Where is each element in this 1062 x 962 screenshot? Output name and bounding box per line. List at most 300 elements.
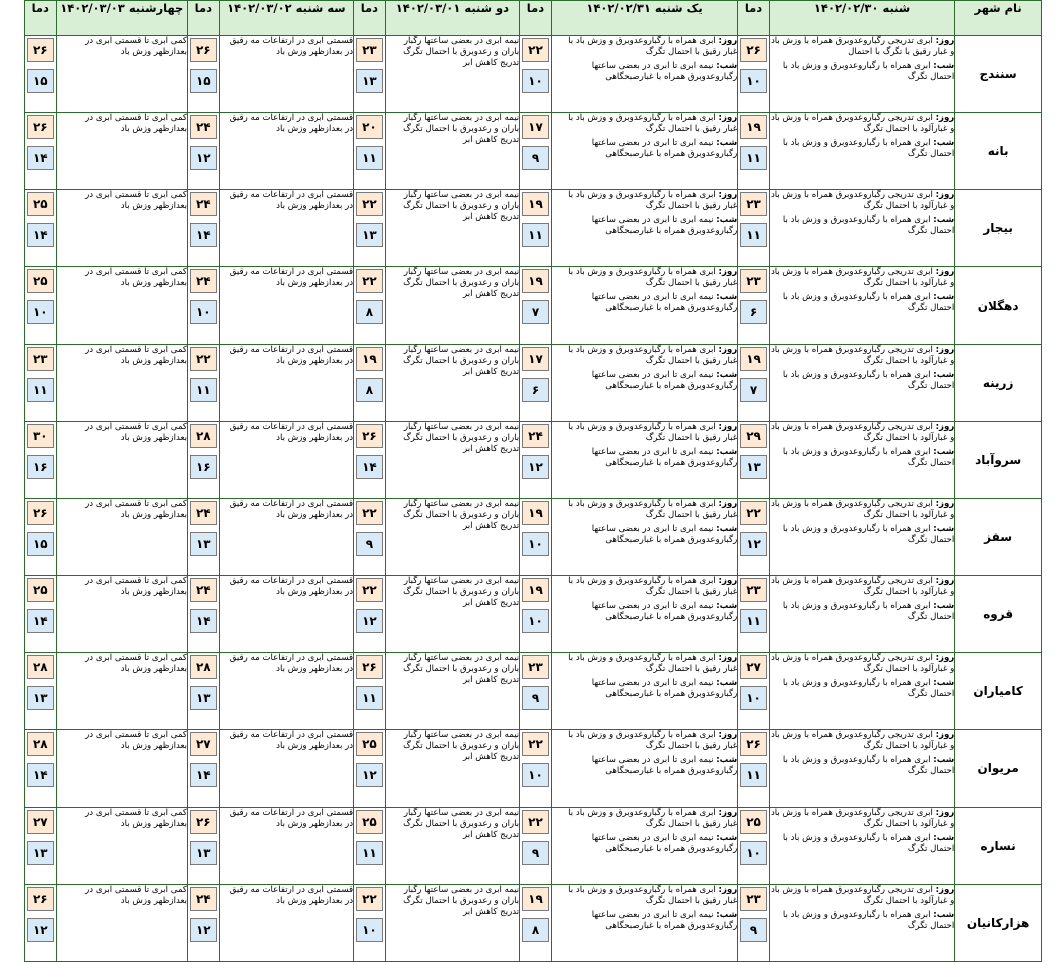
day-text: ابری تدریجی رگباروعدوبرق همراه با وزش باد و غبارآلود با احتمال تگرگ — [770, 653, 955, 675]
night-text: نیمه ابری تا ابری در بعضی ساعتها رگباروعدوبرق همراه با غبارصبحگاهی — [591, 832, 738, 854]
forecast-description — [551, 267, 737, 344]
night-forecast — [770, 833, 954, 855]
max-temp: ۲۲ — [356, 887, 383, 911]
forecast-description — [551, 653, 737, 730]
max-temp: ۱۹ — [356, 347, 383, 371]
min-temp: ۱۱ — [740, 609, 767, 633]
min-temp: ۹ — [356, 532, 383, 556]
night-label: شب: — [933, 61, 955, 71]
temp-cell — [520, 344, 552, 421]
day-label: روز: — [718, 113, 738, 124]
forecast-description — [769, 498, 954, 575]
min-temp: ۸ — [356, 300, 383, 324]
forecast-description — [385, 421, 520, 498]
min-temp: ۱۱ — [740, 146, 767, 170]
max-temp: ۱۹ — [522, 192, 549, 216]
min-temp: ۱۳ — [190, 841, 217, 865]
temp-cell — [188, 36, 220, 113]
min-temp: ۱۳ — [190, 532, 217, 556]
max-temp: ۲۷ — [740, 655, 767, 679]
forecast-text: کمی ابری تا قسمتی ابری در بعدازظهر وزش باد — [85, 653, 188, 675]
max-temp: ۲۹ — [740, 424, 767, 448]
min-temp: ۸ — [356, 378, 383, 402]
day-header: شنبه ۱۴۰۲/۰۲/۳۰ — [769, 1, 954, 36]
max-temp: ۲۲ — [522, 810, 549, 834]
day-header: دو شنبه ۱۴۰۲/۰۳/۰۱ — [385, 1, 520, 36]
max-temp: ۲۵ — [740, 810, 767, 834]
night-label: شب: — [933, 601, 955, 612]
temp-cell — [25, 267, 57, 344]
temp-cell — [188, 498, 220, 575]
min-temp: ۱۲ — [190, 146, 217, 170]
min-temp: ۱۵ — [190, 69, 217, 93]
max-temp: ۲۰ — [356, 115, 383, 139]
forecast-text: قسمتی ابری در ارتفاعات مه رقیق در بعدازظهر وزش باد — [229, 36, 354, 57]
temp-header: دما — [354, 1, 386, 36]
max-temp: ۲۴ — [522, 424, 549, 448]
temp-cell — [188, 653, 220, 730]
max-temp: ۲۶ — [27, 501, 54, 525]
day-label: روز: — [718, 730, 738, 741]
max-temp: ۳۰ — [27, 424, 54, 448]
day-forecast — [770, 422, 954, 444]
forecast-text: نیمه ابری در بعضی ساعتها رگبار باران و رعدوبرق با احتمال تگرگ تدریج کاهش ابر — [403, 190, 520, 223]
city-row — [25, 653, 1042, 730]
forecast-description — [551, 344, 737, 421]
night-label: شب: — [716, 369, 738, 380]
night-label: شب: — [933, 832, 955, 843]
day-text: ابری تدریجی رگباروعدوبرق همراه با وزش باد و غبارآلود با احتمال تگرگ — [770, 498, 955, 520]
city-row — [25, 36, 1042, 113]
day-header: سه شنبه ۱۴۰۲/۰۳/۰۲ — [219, 1, 354, 36]
night-label: شب: — [716, 138, 738, 149]
city-row — [25, 576, 1042, 653]
temp-cell — [354, 884, 386, 961]
forecast-text: کمی ابری تا قسمتی ابری در بعدازظهر وزش باد — [85, 884, 188, 906]
day-forecast — [552, 113, 737, 135]
forecast-text: کمی ابری تا قسمتی ابری در بعدازظهر وزش باد — [85, 113, 188, 135]
day-forecast — [552, 653, 737, 675]
min-temp: ۷ — [740, 378, 767, 402]
night-forecast — [770, 678, 954, 700]
day-label: روز: — [935, 498, 955, 509]
forecast-description — [219, 498, 354, 575]
day-text: ابری همراه با رگباروعدوبرق و وزش باد با غبار رقیق با احتمال تگرگ — [568, 884, 738, 906]
min-temp: ۶ — [740, 300, 767, 324]
night-label: شب: — [933, 909, 955, 920]
night-forecast — [770, 292, 954, 314]
day-forecast — [552, 267, 737, 289]
max-temp: ۱۷ — [522, 115, 549, 139]
min-temp: ۱۰ — [740, 841, 767, 865]
night-text: ابری همراه با رگباروعدوبرق و وزش باد با احتمال تگرگ — [782, 523, 955, 545]
max-temp: ۱۹ — [740, 347, 767, 371]
city-name: کامیاران — [955, 653, 1042, 730]
temp-cell — [520, 498, 552, 575]
day-text: ابری تدریجی رگباروعدوبرق همراه با وزش باد و غبار رقیق با تگرگ با احتمال — [770, 36, 955, 57]
forecast-text: نیمه ابری در بعضی ساعتها رگبار باران و رعدوبرق با احتمال تگرگ تدریج کاهش ابر — [403, 498, 520, 531]
forecast-description — [769, 113, 954, 190]
min-temp: ۱۱ — [356, 686, 383, 710]
day-label: روز: — [935, 576, 955, 587]
min-temp: ۱۲ — [356, 609, 383, 633]
min-temp: ۸ — [522, 918, 549, 942]
day-label: روز: — [718, 344, 738, 355]
night-label: شب: — [716, 909, 738, 920]
temp-cell — [25, 344, 57, 421]
forecast-text: قسمتی ابری در ارتفاعات مه رقیق در بعدازظهر وزش باد — [229, 113, 354, 135]
forecast-description — [385, 344, 520, 421]
max-temp: ۲۴ — [190, 578, 217, 602]
forecast-description — [56, 884, 187, 961]
min-temp: ۱۴ — [27, 146, 54, 170]
night-forecast — [770, 601, 954, 623]
forecast-description — [219, 576, 354, 653]
temp-cell — [520, 884, 552, 961]
day-header: یک شنبه ۱۴۰۲/۰۲/۳۱ — [551, 1, 737, 36]
city-name: بانه — [955, 113, 1042, 190]
max-temp: ۲۴ — [190, 192, 217, 216]
forecast-description — [219, 113, 354, 190]
night-text: ابری همراه با رگباروعدوبرق و وزش باد با احتمال تگرگ — [782, 678, 955, 700]
min-temp: ۹ — [740, 918, 767, 942]
night-text: ابری همراه با رگباروعدوبرق و وزش باد با احتمال تگرگ — [782, 755, 955, 777]
forecast-text: کمی ابری تا قسمتی ابری در بعدازظهر وزش باد — [85, 807, 188, 829]
city-row — [25, 267, 1042, 344]
max-temp: ۲۲ — [356, 501, 383, 525]
temp-cell — [25, 884, 57, 961]
day-text: ابری همراه با رگباروعدوبرق و وزش باد با غبار رقیق با احتمال تگرگ — [568, 807, 738, 829]
temp-cell — [520, 190, 552, 267]
city-name: مریوان — [955, 730, 1042, 807]
night-forecast — [552, 61, 737, 83]
day-forecast — [770, 499, 954, 521]
min-temp: ۱۰ — [356, 918, 383, 942]
forecast-description — [385, 498, 520, 575]
city-name: زرینه — [955, 344, 1042, 421]
temp-cell — [738, 267, 770, 344]
forecast-text: نیمه ابری در بعضی ساعتها رگبار باران و رعدوبرق با احتمال تگرگ تدریج کاهش ابر — [403, 421, 520, 454]
min-temp: ۹ — [522, 146, 549, 170]
min-temp: ۱۴ — [190, 609, 217, 633]
city-name: هزارکانیان — [955, 884, 1042, 961]
min-temp: ۱۳ — [190, 686, 217, 710]
forecast-description — [219, 190, 354, 267]
forecast-description — [385, 653, 520, 730]
night-text: نیمه ابری تا ابری در بعضی ساعتها رگباروعدوبرق همراه با غبارصبحگاهی — [591, 601, 738, 623]
forecast-text: قسمتی ابری در ارتفاعات مه رقیق در بعدازظهر وزش باد — [229, 190, 354, 212]
night-label: شب: — [716, 446, 738, 457]
day-text: ابری همراه با رگباروعدوبرق و وزش باد با غبار رقیق با احتمال تگرگ — [568, 730, 738, 752]
max-temp: ۲۲ — [356, 269, 383, 293]
forecast-description — [219, 730, 354, 807]
city-name: نساره — [955, 807, 1042, 884]
forecast-description — [219, 884, 354, 961]
forecast-description — [56, 113, 187, 190]
temp-cell — [738, 113, 770, 190]
min-temp: ۱۰ — [740, 686, 767, 710]
temp-cell — [520, 113, 552, 190]
max-temp: ۲۴ — [190, 887, 217, 911]
night-label: شب: — [933, 215, 955, 226]
forecast-description — [769, 730, 954, 807]
min-temp: ۱۰ — [522, 69, 549, 93]
night-forecast — [552, 601, 737, 623]
day-forecast — [552, 730, 737, 752]
max-temp: ۲۳ — [740, 269, 767, 293]
min-temp: ۱۰ — [190, 300, 217, 324]
min-temp: ۱۱ — [740, 223, 767, 247]
min-temp: ۱۴ — [190, 763, 217, 787]
max-temp: ۲۶ — [27, 887, 54, 911]
night-label: شب: — [933, 446, 955, 457]
min-temp: ۱۰ — [27, 300, 54, 324]
city-row — [25, 884, 1042, 961]
temp-cell — [354, 576, 386, 653]
forecast-description — [385, 36, 520, 113]
forecast-description — [219, 421, 354, 498]
forecast-text: کمی ابری تا قسمتی ابری در بعدازظهر وزش باد — [85, 730, 188, 752]
temp-header: دما — [25, 1, 57, 36]
max-temp: ۲۷ — [27, 810, 54, 834]
night-label: شب: — [716, 832, 738, 843]
night-label: شب: — [933, 755, 955, 766]
day-text: ابری تدریجی رگباروعدوبرق همراه با وزش باد و غبارآلود با احتمال تگرگ — [770, 421, 955, 443]
forecast-text: نیمه ابری در بعضی ساعتها رگبار باران و رعدوبرق با احتمال تگرگ تدریج کاهش ابر — [403, 807, 520, 840]
day-label: روز: — [718, 421, 738, 432]
temp-cell — [738, 653, 770, 730]
temp-cell — [25, 113, 57, 190]
day-text: ابری همراه با رگباروعدوبرق و وزش باد با غبار رقیق با احتمال تگرگ — [568, 498, 738, 520]
night-label: شب: — [716, 292, 738, 303]
forecast-description — [769, 807, 954, 884]
night-forecast — [552, 215, 737, 237]
city-row — [25, 498, 1042, 575]
forecast-description — [769, 344, 954, 421]
max-temp: ۲۶ — [740, 732, 767, 756]
max-temp: ۲۲ — [356, 192, 383, 216]
day-forecast — [770, 653, 954, 675]
night-label: شب: — [716, 215, 738, 226]
day-forecast — [770, 576, 954, 598]
city-name: سروآباد — [955, 421, 1042, 498]
temp-cell — [25, 421, 57, 498]
temp-cell — [354, 807, 386, 884]
city-row — [25, 807, 1042, 884]
day-forecast — [552, 345, 737, 367]
forecast-text: کمی ابری تا قسمتی ابری در بعدازظهر وزش باد — [85, 576, 188, 598]
forecast-description — [551, 190, 737, 267]
min-temp: ۱۲ — [522, 455, 549, 479]
day-label: روز: — [935, 113, 955, 124]
night-forecast — [770, 370, 954, 392]
night-forecast — [552, 910, 737, 932]
forecast-description — [551, 576, 737, 653]
forecast-text: نیمه ابری در بعضی ساعتها رگبار باران و رعدوبرق با احتمال تگرگ تدریج کاهش ابر — [403, 884, 520, 917]
min-temp: ۱۰ — [522, 763, 549, 787]
min-temp: ۱۶ — [27, 455, 54, 479]
day-forecast — [552, 499, 737, 521]
forecast-description — [385, 807, 520, 884]
max-temp: ۲۳ — [740, 192, 767, 216]
temp-cell — [188, 267, 220, 344]
temp-cell — [520, 576, 552, 653]
day-forecast — [552, 190, 737, 212]
max-temp: ۲۴ — [190, 115, 217, 139]
max-temp: ۲۸ — [27, 655, 54, 679]
temp-cell — [188, 421, 220, 498]
max-temp: ۲۲ — [522, 732, 549, 756]
day-text: ابری تدریجی رگباروعدوبرق همراه با وزش باد و غبارآلود با احتمال تگرگ — [770, 267, 955, 289]
max-temp: ۱۷ — [522, 347, 549, 371]
min-temp: ۱۳ — [356, 223, 383, 247]
temp-cell — [354, 113, 386, 190]
night-text: نیمه ابری تا ابری در بعضی ساعتها رگباروعدوبرق همراه با غبارصبحگاهی — [591, 61, 738, 82]
temp-cell — [354, 421, 386, 498]
max-temp: ۲۶ — [190, 38, 217, 62]
max-temp: ۲۲ — [356, 578, 383, 602]
night-text: ابری همراه با رگباروعدوبرق و وزش باد با احتمال تگرگ — [782, 215, 955, 237]
day-label: روز: — [935, 36, 955, 46]
night-text: ابری همراه با رگباروعدوبرق و وزش باد با احتمال تگرگ — [782, 61, 955, 82]
temp-cell — [738, 807, 770, 884]
forecast-description — [551, 421, 737, 498]
night-text: نیمه ابری تا ابری در بعضی ساعتها رگباروعدوبرق همراه با غبارصبحگاهی — [591, 369, 738, 391]
forecast-description — [56, 344, 187, 421]
forecast-description — [551, 113, 737, 190]
max-temp: ۲۸ — [190, 655, 217, 679]
night-forecast — [770, 215, 954, 237]
city-name: سقز — [955, 498, 1042, 575]
day-text: ابری همراه با رگباروعدوبرق و وزش باد با غبار رقیق با احتمال تگرگ — [568, 113, 738, 135]
night-forecast — [552, 678, 737, 700]
night-label: شب: — [933, 292, 955, 303]
min-temp: ۱۲ — [190, 918, 217, 942]
night-label: شب: — [716, 755, 738, 766]
day-header: چهارشنبه ۱۴۰۲/۰۳/۰۳ — [56, 1, 187, 36]
city-header: نام شهر — [955, 1, 1042, 36]
temp-cell — [25, 653, 57, 730]
max-temp: ۲۶ — [27, 38, 54, 62]
max-temp: ۲۵ — [356, 810, 383, 834]
forecast-text: قسمتی ابری در ارتفاعات مه رقیق در بعدازظهر وزش باد — [229, 730, 354, 752]
min-temp: ۱۴ — [190, 223, 217, 247]
max-temp: ۲۴ — [190, 501, 217, 525]
max-temp: ۱۹ — [522, 578, 549, 602]
max-temp: ۲۳ — [522, 655, 549, 679]
day-label: روز: — [935, 190, 955, 201]
forecast-text: قسمتی ابری در ارتفاعات مه رقیق در بعدازظهر وزش باد — [229, 576, 354, 598]
forecast-description — [219, 267, 354, 344]
day-text: ابری همراه با رگباروعدوبرق و وزش باد با غبار رقیق با احتمال تگرگ — [568, 344, 738, 366]
temp-cell — [738, 344, 770, 421]
night-label: شب: — [933, 678, 955, 689]
temp-header: دما — [738, 1, 770, 36]
forecast-description — [56, 807, 187, 884]
forecast-description — [769, 576, 954, 653]
day-label: روز: — [935, 267, 955, 278]
min-temp: ۱۲ — [356, 763, 383, 787]
temp-cell — [738, 421, 770, 498]
day-text: ابری تدریجی رگباروعدوبرق همراه با وزش باد و غبارآلود با احتمال تگرگ — [770, 190, 955, 212]
forecast-description — [385, 113, 520, 190]
forecast-description — [385, 730, 520, 807]
min-temp: ۱۰ — [740, 69, 767, 93]
night-text: ابری همراه با رگباروعدوبرق و وزش باد با احتمال تگرگ — [782, 369, 955, 391]
night-forecast — [552, 447, 737, 469]
day-text: ابری همراه با رگباروعدوبرق و وزش باد با غبار رقیق با احتمال تگرگ — [568, 190, 738, 212]
forecast-description — [551, 498, 737, 575]
night-text: نیمه ابری تا ابری در بعضی ساعتها رگباروعدوبرق همراه با غبارصبحگاهی — [591, 446, 738, 468]
forecast-description — [56, 421, 187, 498]
temp-cell — [25, 498, 57, 575]
forecast-text: قسمتی ابری در ارتفاعات مه رقیق در بعدازظهر وزش باد — [229, 884, 354, 906]
day-text: ابری همراه با رگباروعدوبرق و وزش باد با غبار رقیق با احتمال تگرگ — [568, 267, 738, 289]
city-row — [25, 190, 1042, 267]
day-forecast — [770, 885, 954, 907]
day-label: روز: — [718, 190, 738, 201]
day-forecast — [770, 730, 954, 752]
forecast-description — [56, 576, 187, 653]
day-forecast — [552, 576, 737, 598]
temp-cell — [188, 730, 220, 807]
city-name: دهگلان — [955, 267, 1042, 344]
temp-cell — [520, 267, 552, 344]
night-forecast — [552, 524, 737, 546]
forecast-body — [25, 36, 1042, 962]
min-temp: ۱۴ — [27, 763, 54, 787]
day-text: ابری همراه با رگباروعدوبرق و وزش باد با غبار رقیق با احتمال تگرگ — [568, 576, 738, 598]
forecast-text: قسمتی ابری در ارتفاعات مه رقیق در بعدازظهر وزش باد — [229, 498, 354, 520]
day-forecast — [552, 36, 737, 58]
max-temp: ۲۵ — [27, 269, 54, 293]
temp-cell — [354, 730, 386, 807]
temp-cell — [188, 113, 220, 190]
min-temp: ۱۱ — [522, 223, 549, 247]
min-temp: ۱۱ — [356, 841, 383, 865]
temp-cell — [25, 576, 57, 653]
max-temp: ۲۳ — [356, 38, 383, 62]
temp-cell — [520, 653, 552, 730]
temp-cell — [25, 36, 57, 113]
min-temp: ۱۳ — [27, 841, 54, 865]
min-temp: ۱۲ — [740, 532, 767, 556]
forecast-text: قسمتی ابری در ارتفاعات مه رقیق در بعدازظهر وزش باد — [229, 267, 354, 289]
temp-cell — [354, 267, 386, 344]
min-temp: ۱۴ — [27, 223, 54, 247]
max-temp: ۲۶ — [190, 810, 217, 834]
day-label: روز: — [718, 884, 738, 895]
max-temp: ۱۹ — [522, 269, 549, 293]
day-label: روز: — [935, 807, 955, 818]
night-text: نیمه ابری تا ابری در بعضی ساعتها رگباروعدوبرق همراه با غبارصبحگاهی — [591, 909, 738, 931]
day-label: روز: — [718, 576, 738, 587]
min-temp: ۱۳ — [356, 69, 383, 93]
max-temp: ۲۸ — [27, 732, 54, 756]
forecast-description — [769, 36, 954, 113]
day-forecast — [770, 113, 954, 135]
temp-cell — [738, 730, 770, 807]
temp-cell — [354, 344, 386, 421]
night-text: ابری همراه با رگباروعدوبرق و وزش باد با احتمال تگرگ — [782, 446, 955, 468]
night-text: نیمه ابری تا ابری در بعضی ساعتها رگباروعدوبرق همراه با غبارصبحگاهی — [591, 215, 738, 237]
temp-cell — [188, 344, 220, 421]
day-label: روز: — [935, 884, 955, 895]
day-label: روز: — [718, 498, 738, 509]
max-temp: ۲۴ — [190, 269, 217, 293]
city-row — [25, 730, 1042, 807]
min-temp: ۱۳ — [740, 455, 767, 479]
